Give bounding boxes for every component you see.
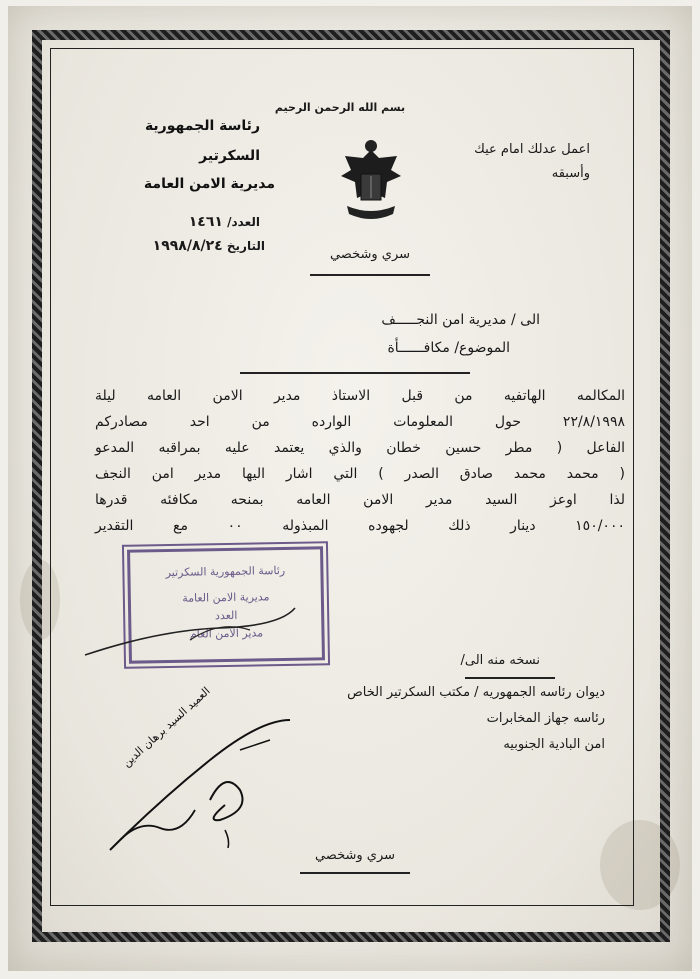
copies-label: نسخه منه الى/ [460, 653, 540, 668]
handwritten-signature-icon [100, 710, 300, 860]
divider [465, 677, 555, 679]
org-line-security-directorate: مديرية الامن العامة [143, 176, 275, 192]
divider [300, 872, 410, 874]
eagle-emblem-icon [337, 136, 405, 228]
copy-recipient: رئاسه جهاز المخابرات [486, 711, 605, 726]
body-line: ٢٢/٨/١٩٩٨ حول المعلومات الوارده من احد مصادركم [95, 414, 625, 430]
body-line: لذا اوعز السيد مدير الامن العامه بمنحه مكافئه قدرها [95, 492, 625, 508]
date-value: ١٩٩٨/٨/٢٤ [152, 238, 223, 254]
divider [240, 372, 470, 374]
date-label: التاريخ [226, 239, 265, 253]
stamp-line: رئاسة الجمهورية السكرتير [165, 563, 286, 580]
body-line: ( محمد محمد صادق الصدر ) التي اشار اليها مدير امن النجف [95, 466, 625, 482]
org-line-secretary: السكرتير [199, 148, 260, 164]
number-label: العدد [231, 215, 260, 229]
side-note-line: اعمل عدلك امام عيك [474, 142, 590, 157]
classification-label: سري وشخصي [329, 247, 411, 262]
org-line-presidency: رئاسة الجمهورية [144, 118, 260, 134]
addressee-to: الى / مديرية امن النجـــــف [381, 312, 540, 328]
number-value: ١٤٦١ [188, 214, 223, 230]
body-line: ١٥٠/٠٠٠ دينار ذلك لجهوده المبذوله ٠٠ مع التقدير [95, 518, 625, 534]
body-line: الفاعل ( مطر حسين خطان والذي يعتمد عليه بمراقبه المدعو [95, 440, 625, 456]
stamp-line: مدير الامن العام [189, 626, 264, 641]
footer-classification: سري وشخصي [314, 848, 396, 863]
side-note-line: وأسبقه [551, 166, 590, 181]
copy-recipient: امن البادية الجنوبيه [503, 737, 605, 752]
signature-text: العميد السيد برهان الدين [120, 684, 213, 770]
body-line: المكالمه الهاتفيه من قبل الاستاذ مدير الامن العامه ليلة [95, 388, 625, 404]
stamp-signature-stroke-icon [80, 600, 300, 660]
copy-recipient: ديوان رئاسه الجمهوريه / مكتب السكرتير الخاص [347, 685, 605, 700]
stamp-line: العدد [214, 608, 238, 623]
ref-date [153, 238, 265, 254]
divider [310, 274, 430, 276]
basmala: بسم الله الرحمن الرحيم [274, 101, 406, 114]
subject-line: الموضوع/ مكافــــــأة [387, 340, 510, 356]
stamp-line: مديرية الامن العامة [182, 590, 270, 605]
ref-number: العدد/ ١٤٦١ [188, 214, 260, 230]
